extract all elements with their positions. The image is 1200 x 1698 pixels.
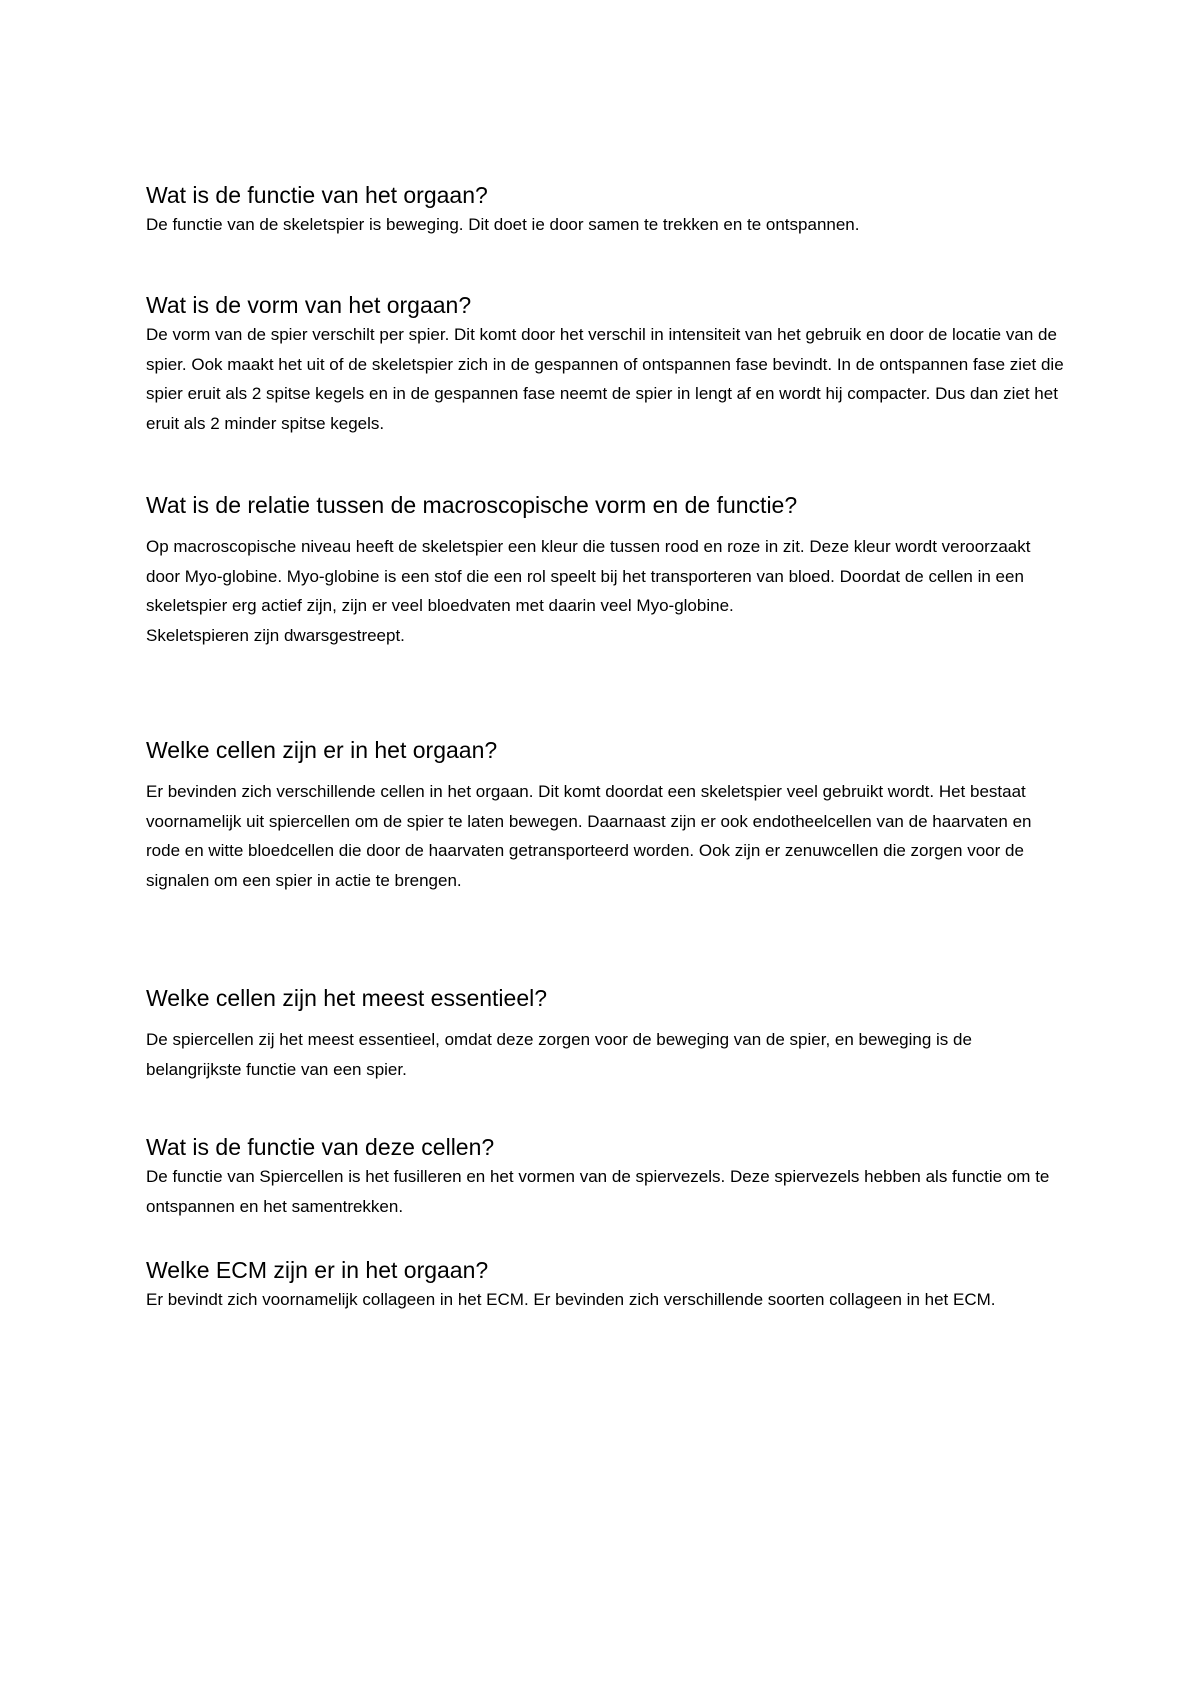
section-essential-cells (146, 983, 1066, 1084)
section-paragraph: De functie van de skeletspier is beweging. Dit doet ie door samen te trekken en te ontspannen. (146, 215, 860, 234)
section-ecm (146, 1255, 996, 1315)
section-heading: Wat is de functie van deze cellen? (146, 1134, 495, 1160)
section-relation (146, 490, 1066, 650)
section-heading: Welke cellen zijn er in het orgaan? (146, 737, 498, 763)
section-shape (146, 290, 1066, 438)
section-paragraph: Er bevindt zich voornamelijk collageen in het ECM. Er bevinden zich verschillende soorten collageen in het ECM. (146, 1290, 996, 1309)
section-heading: Welke cellen zijn het meest essentieel? (146, 985, 548, 1011)
section-paragraph: Op macroscopische niveau heeft de skeletspier een kleur die tussen rood en roze in zit. Deze kleur wordt veroorzaakt door Myo-globine. Myo-globine is een stof die een rol speelt bij het transporteren van bloed. Doordat de cellen in een skeletspier erg actief zijn, zijn er veel bloedvaten met daarin veel Myo-globine. (146, 537, 1031, 615)
section-paragraph: Er bevinden zich verschillende cellen in het orgaan. Dit komt doordat een skeletspier veel gebruikt wordt. Het bestaat voornamelijk uit spiercellen om de spier te laten bewegen. Daarnaast zijn er ook endotheelcellen van de haarvaten en rode en witte bloedcellen die door de haarvaten getransporteerd worden. Ook zijn er zenuwcellen die zorgen voor de signalen om een spier in actie te brengen. (146, 782, 1032, 890)
section-cell-function (146, 1132, 1066, 1221)
section-heading: Wat is de vorm van het orgaan? (146, 292, 472, 318)
section-function (146, 180, 860, 240)
section-heading: Welke ECM zijn er in het orgaan? (146, 1257, 489, 1283)
section-paragraph: Skeletspieren zijn dwarsgestreept. (146, 625, 405, 645)
section-heading: Wat is de functie van het orgaan? (146, 182, 488, 208)
section-paragraph: De functie van Spiercellen is het fusilleren en het vormen van de spiervezels. Deze spiervezels hebben als functie om te ontspannen en het samentrekken. (146, 1167, 1050, 1216)
section-heading: Wat is de relatie tussen de macroscopische vorm en de functie? (146, 492, 798, 518)
section-paragraph: De spiercellen zij het meest essentieel, omdat deze zorgen voor de beweging van de spier, en beweging is de belangrijkste functie van een spier. (146, 1030, 972, 1079)
section-cells (146, 735, 1066, 895)
section-paragraph: De vorm van de spier verschilt per spier. Dit komt door het verschil in intensiteit van het gebruik en door de locatie van de spier. Ook maakt het uit of de skeletspier zich in de gespannen of ontspannen fase bevindt. In de ontspannen fase ziet die spier eruit als 2 spitse kegels en in de gespannen fase neemt de spier in lengt af en wordt hij compacter. Dus dan ziet het eruit als 2 minder spitse kegels. (146, 325, 1064, 433)
